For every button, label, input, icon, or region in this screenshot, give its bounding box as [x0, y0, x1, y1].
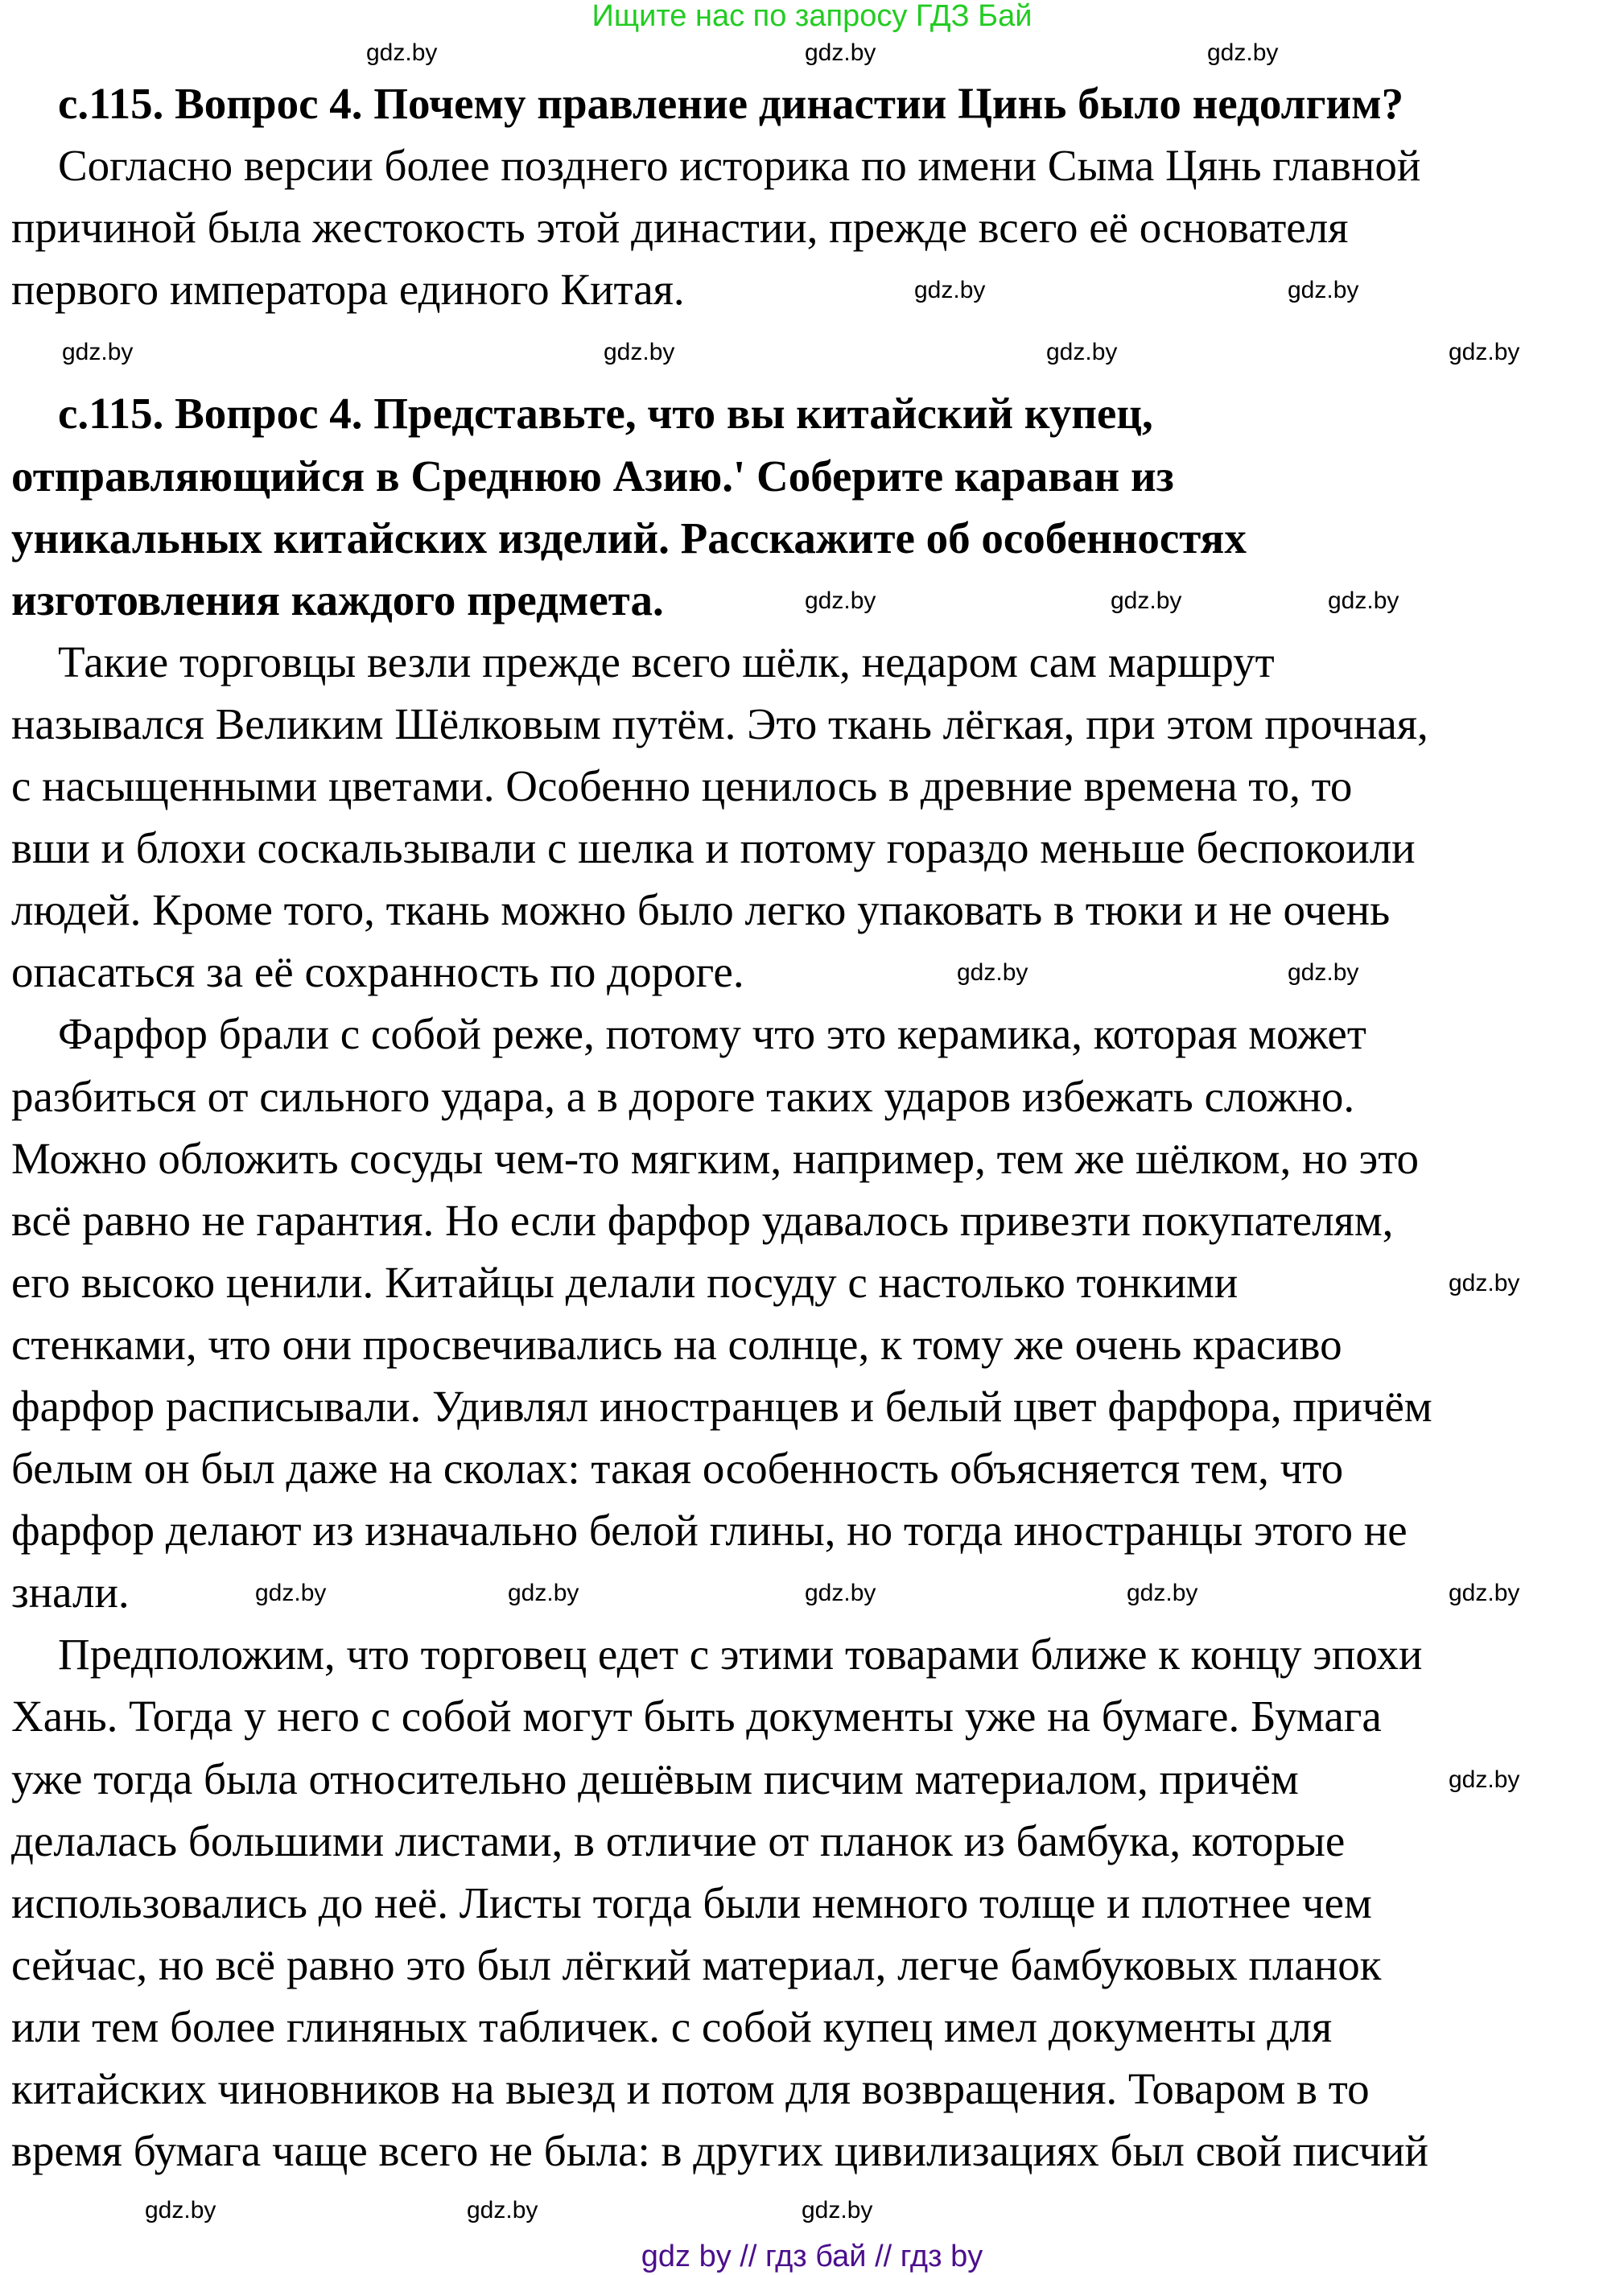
line-text: с.115. Вопрос 4. Почему правление династии Цинь было недолгим? [58, 79, 1404, 128]
paragraph-line [0, 941, 1624, 1003]
watermark: gdz.by [1328, 587, 1399, 614]
watermark: gdz.by [1207, 39, 1279, 66]
watermark: gdz.by [62, 339, 134, 366]
line-text: белым он был даже на сколах: такая особенность объясняется тем, что [11, 1444, 1344, 1494]
line-text: Такие торговцы везли прежде всего шёлк, недаром сам маршрут [58, 637, 1275, 686]
question-heading-line [0, 72, 1624, 134]
paragraph-line [0, 1313, 1624, 1375]
paragraph-line [0, 1748, 1624, 1810]
watermark: gdz.by [1127, 1580, 1198, 1607]
paragraph-line [0, 631, 1624, 693]
watermark: gdz.by [1111, 587, 1182, 614]
line-text: разбиться от сильного удара, а в дороге таких ударов избежать сложно. [11, 1071, 1355, 1121]
line-text: китайских чиновников на выезд и потом для возвращения. Товаром в то [11, 2064, 1370, 2113]
line-text: делалась большими листами, в отличие от планок из бамбука, которые [11, 1815, 1346, 1865]
paragraph-line [0, 1437, 1624, 1499]
search-banner: Ищите нас по запросу ГДЗ Бай [591, 0, 1033, 33]
line-text: или тем более глиняных табличек. с собой купец имел документы для [11, 2001, 1333, 2051]
line-text: с.115. Вопрос 4. Представьте, что вы китайский купец, [58, 389, 1153, 439]
paragraph-line [0, 258, 1624, 320]
line-text: изготовления каждого предмета. [11, 575, 664, 624]
paragraph-line [0, 1685, 1624, 1747]
watermark: gdz.by [255, 1580, 327, 1607]
watermark: gdz.by [1449, 1580, 1520, 1607]
paragraph-line [0, 2120, 1624, 2182]
question-heading-line [0, 445, 1624, 507]
paragraph-line [0, 1065, 1624, 1127]
line-text: всё равно не гарантия. Но если фарфор удавалось привезти покупателям, [11, 1195, 1394, 1245]
line-text: Согласно версии более позднего историка по имени Сыма Цянь главной [58, 141, 1421, 191]
watermark: gdz.by [145, 2197, 216, 2224]
paragraph-line [0, 1996, 1624, 2058]
watermark: gdz.by [805, 1580, 876, 1607]
question-heading-line [0, 507, 1624, 569]
line-text: время бумага чаще всего не была: в других цивилизациях был свой писчий [11, 2126, 1428, 2176]
line-text: отправляющийся в Среднюю Азию.' Соберите караван из [11, 451, 1174, 501]
paragraph-line [0, 1934, 1624, 1996]
line-text: использовались до неё. Листы тогда были немного толще и плотнее чем [11, 1877, 1372, 1927]
watermark: gdz.by [1449, 1766, 1520, 1793]
line-text: стенками, что они просвечивались на солнце, к тому же очень красиво [11, 1319, 1342, 1369]
line-text: уникальных китайских изделий. Расскажите об особенностях [11, 513, 1247, 563]
watermark: gdz.by [1288, 277, 1359, 304]
line-text: Фарфор брали с собой реже, потому что это керамика, которая может [58, 1009, 1366, 1059]
line-text: Хань. Тогда у него с собой могут быть документы уже на бумаге. Бумага [11, 1692, 1382, 1741]
watermark: gdz.by [914, 277, 986, 304]
paragraph-line [0, 879, 1624, 941]
line-text: людей. Кроме того, ткань можно было легко упаковать в тюки и не очень [11, 885, 1391, 935]
line-text: знали. [11, 1568, 130, 1618]
line-text: Можно обложить сосуды чем-то мягким, например, тем же шёлком, но это [11, 1133, 1420, 1183]
watermark: gdz.by [366, 39, 438, 66]
line-text: вши и блохи соскальзывали с шелка и потому гораздо меньше беспокоили [11, 823, 1416, 873]
line-text: сейчас, но всё равно это был лёгкий материал, легче бамбуковых планок [11, 1939, 1382, 1989]
paragraph-line [0, 1623, 1624, 1685]
watermark: gdz.by [805, 587, 876, 614]
watermark: gdz.by [508, 1580, 579, 1607]
line-text: фарфор расписывали. Удивлял иностранцев и белый цвет фарфора, причём [11, 1381, 1432, 1431]
paragraph-line [0, 1872, 1624, 1934]
line-text: уже тогда была относительно дешёвым писчим материалом, причём [11, 1754, 1299, 1803]
paragraph-line [0, 1127, 1624, 1189]
paragraph-line [0, 1375, 1624, 1437]
watermark: gdz.by [957, 959, 1028, 987]
paragraph-line [0, 1499, 1624, 1561]
line-text: его высоко ценили. Китайцы делали посуду с настолько тонкими [11, 1257, 1239, 1307]
line-text: назывался Великим Шёлковым путём. Это ткань лёгкая, при этом прочная, [11, 699, 1428, 748]
watermark: gdz.by [467, 2197, 538, 2224]
footer-links: gdz by // гдз бай // гдз by [641, 2240, 983, 2273]
watermark: gdz.by [1449, 1269, 1520, 1296]
paragraph-line [0, 1189, 1624, 1251]
watermark: gdz.by [604, 339, 675, 366]
watermark: gdz.by [1288, 959, 1359, 987]
line-text: Предположим, что торговец едет с этими товарами ближе к концу эпохи [58, 1630, 1423, 1679]
line-text: первого императора единого Китая. [11, 265, 685, 315]
line-text: опасаться за её сохранность по дороге. [11, 947, 744, 997]
paragraph-line [0, 1810, 1624, 1872]
watermark: gdz.by [805, 39, 876, 66]
paragraph-line [0, 196, 1624, 258]
watermark: gdz.by [802, 2197, 873, 2224]
line-text: причиной была жестокость этой династии, прежде всего её основателя [11, 203, 1349, 253]
paragraph-line [0, 817, 1624, 879]
document-body [0, 72, 1624, 2182]
paragraph-line [0, 320, 1624, 382]
line-text: с насыщенными цветами. Особенно ценилось в древние времена то, то [11, 761, 1353, 811]
paragraph-line [0, 1251, 1624, 1313]
paragraph-line [0, 755, 1624, 817]
paragraph-line [0, 134, 1624, 196]
watermark: gdz.by [1046, 339, 1118, 366]
paragraph-line [0, 693, 1624, 755]
paragraph-line [0, 1003, 1624, 1065]
paragraph-line [0, 2058, 1624, 2120]
question-heading-line [0, 382, 1624, 444]
watermark: gdz.by [1449, 339, 1520, 366]
line-text: фарфор делают из изначально белой глины, но тогда иностранцы этого не [11, 1506, 1408, 1556]
